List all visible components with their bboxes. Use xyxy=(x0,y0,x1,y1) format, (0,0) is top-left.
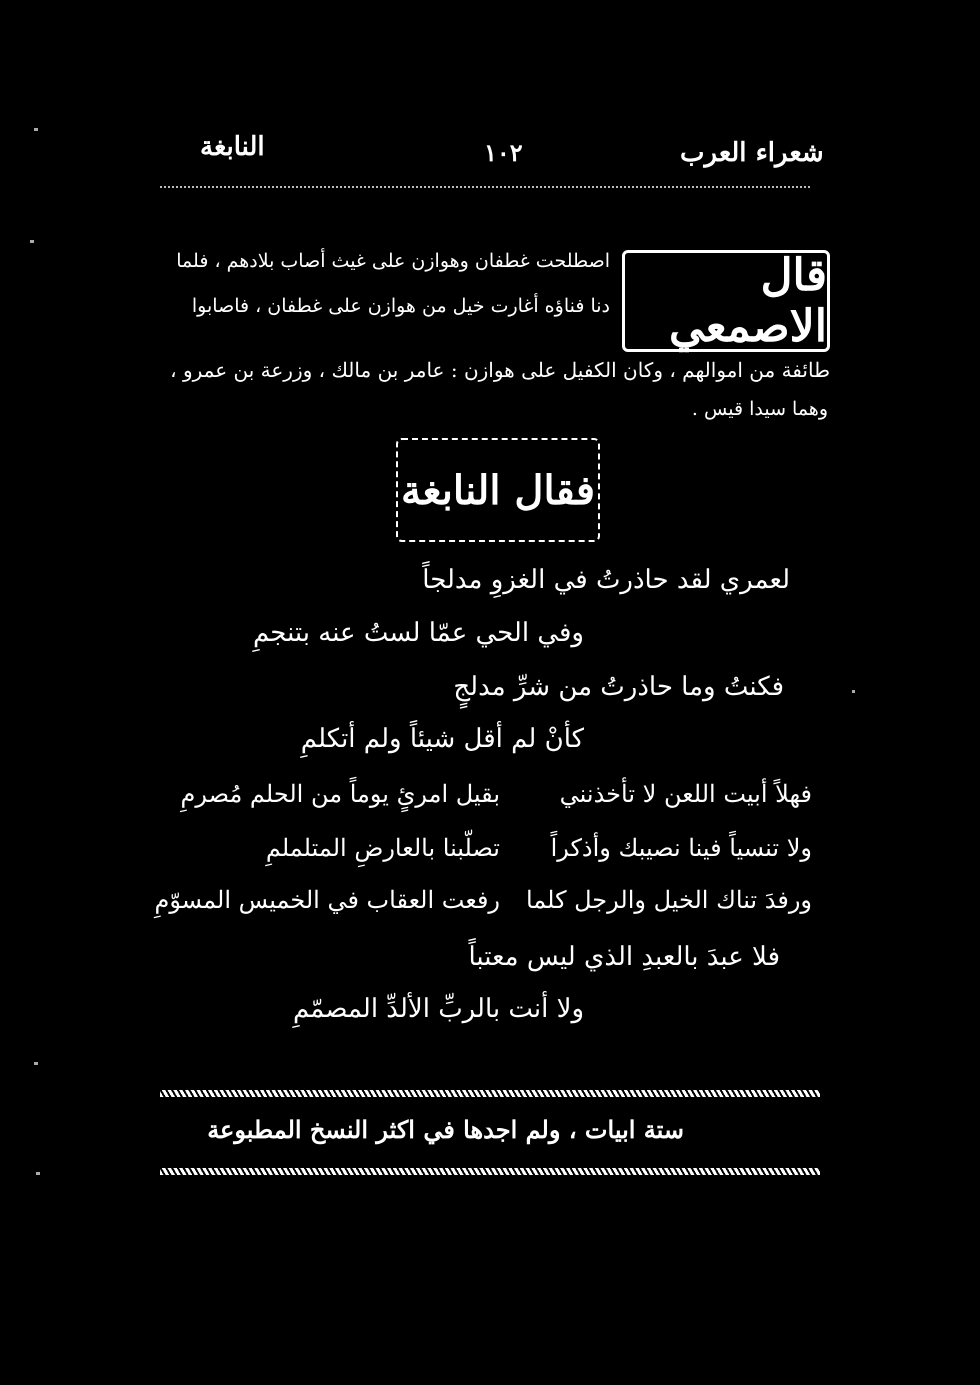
verse-4-second: تصلّبنا بالعارضِ المتلملمِ xyxy=(265,834,500,862)
scan-speck xyxy=(36,1172,40,1175)
scan-speck xyxy=(30,240,34,243)
asmai-heading: قال الاصمعي xyxy=(668,250,827,352)
footnote-rule-top xyxy=(160,1090,820,1097)
scan-speck xyxy=(34,128,38,131)
verse-2-first: فكنتُ وما حاذرتُ من شرِّ مدلجٍ xyxy=(453,672,784,702)
running-title-left: النابغة xyxy=(200,132,265,162)
verse-3-first: فهلاً أبيت اللعن لا تأخذنني xyxy=(559,780,812,808)
footnote-text: ستة ابيات ، ولم اجدها في اكثر النسخ المطبوعة xyxy=(207,1115,684,1144)
verse-1-second: وفي الحي عمّا لستُ عنه بتنجمِ xyxy=(252,618,584,648)
page-number: ١٠٢ xyxy=(484,138,523,167)
intro-line-3: طائفة من اموالهم ، وكان الكفيل على هوازن : عامر بن مالك ، وزرعة بن عمرو ، xyxy=(170,358,830,382)
verse-2-second: كأنْ لم أقل شيئاً ولم أتكلمِ xyxy=(300,724,584,754)
header-rule xyxy=(160,186,810,188)
running-title-right: شعراء العرب xyxy=(680,138,824,168)
verse-6-second: ولا أنت بالربِّ الألدِّ المصمّمِ xyxy=(292,994,584,1024)
verse-3-second: بقيل امرئٍ يوماً من الحلم مُصرمِ xyxy=(180,780,500,808)
asmai-heading-box xyxy=(622,250,830,352)
footnote-rule-bottom xyxy=(160,1168,820,1175)
verse-6-first: فلا عبدَ بالعبدِ الذي ليس معتباً xyxy=(468,942,780,972)
nabigha-heading: فقال النابغة xyxy=(401,466,595,514)
verse-1-first: لعمري لقد حاذرتُ في الغزوِ مدلجاً xyxy=(422,565,790,595)
verse-5-first: ورفدَ تناك الخيل والرجل كلما xyxy=(525,886,812,914)
intro-line-2: دنا فناؤه أغارت خيل من هوازن على غطفان ، فاصابوا xyxy=(191,295,610,317)
nabigha-heading-box xyxy=(396,438,600,542)
scan-speck xyxy=(34,1062,38,1065)
intro-line-4: وهما سيدا قيس . xyxy=(691,398,828,420)
intro-line-1: اصطلحت غطفان وهوازن على غيث أصاب بلادهم ، فلما xyxy=(176,250,610,272)
verse-5-second: رفعت العقاب في الخميس المسوّمِ xyxy=(154,886,500,914)
scan-speck xyxy=(852,690,855,693)
verse-4-first: ولا تنسياً فينا نصيبك وأذكراً xyxy=(550,834,812,862)
